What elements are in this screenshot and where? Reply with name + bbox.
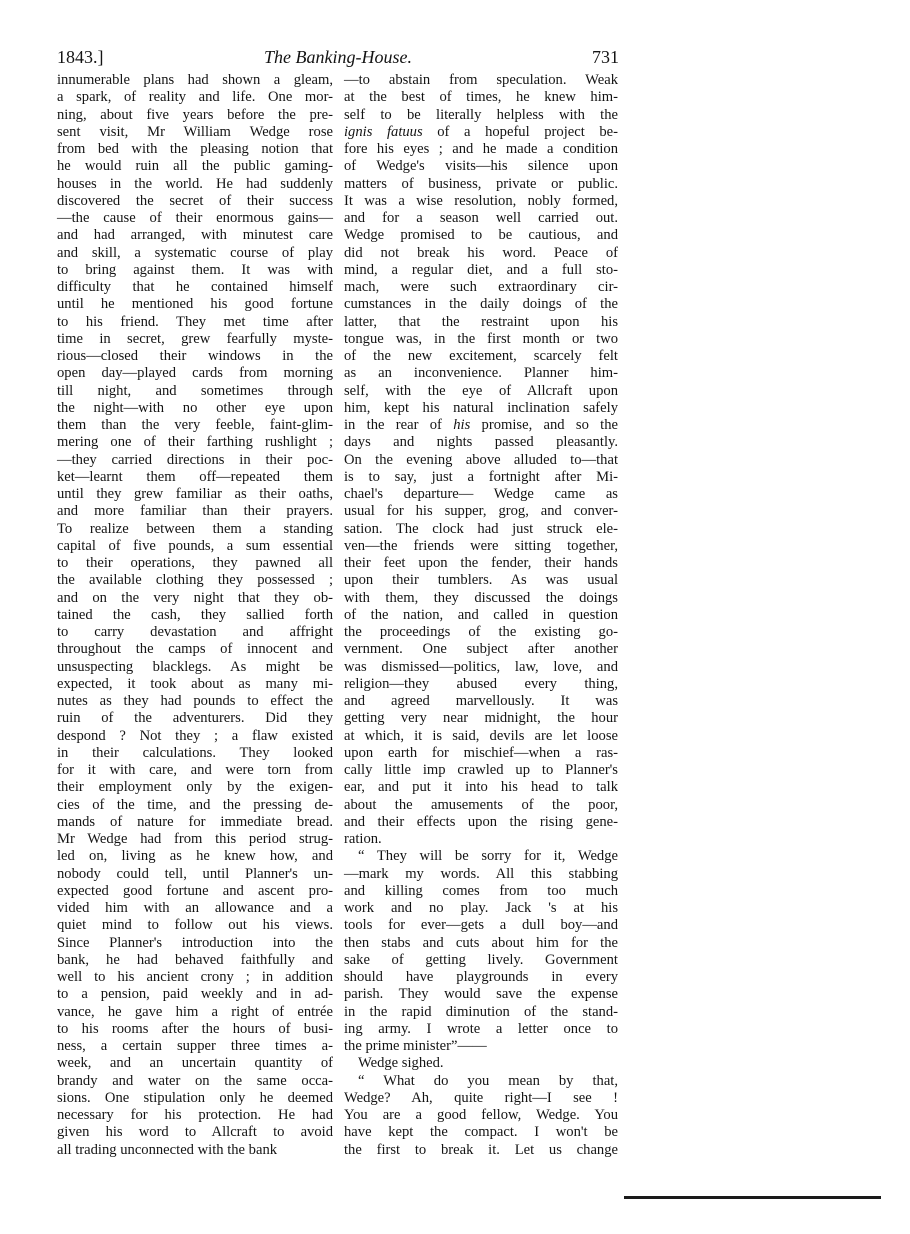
text-line: and skill, a systematic course of play — [57, 244, 333, 261]
text-line: and had arranged, with minutest care — [57, 227, 333, 244]
text-line: was dismissed—politics, law, love, and — [344, 658, 618, 675]
running-head — [57, 47, 619, 71]
text-line: work and no play. Jack 's at his — [344, 900, 618, 916]
right-column — [344, 72, 618, 1159]
text-line: Since Planner's introduction into the — [57, 934, 333, 951]
text-line: vided him with an allowance and a — [57, 900, 333, 916]
text-line: with them, they discussed the doings — [344, 589, 618, 606]
text-line: matters of business, private or public. — [344, 175, 618, 192]
text-line: sions. One stipulation only he deemed — [57, 1089, 333, 1106]
text-line: To realize between them a standing — [57, 520, 333, 537]
text-line: of the nation, and called in question — [344, 606, 618, 623]
text-line: Wedge promised to be cautious, and — [344, 227, 618, 244]
text-line: capital of five pounds, a sum essential — [57, 537, 333, 554]
text-line: brandy and water on the same occa- — [57, 1072, 333, 1089]
text-line: —the cause of their enormous gains— — [57, 210, 333, 226]
text-line: to bring against them. It was with — [57, 261, 333, 278]
text-line: days and nights passed pleasantly. — [344, 434, 618, 451]
text-line: ear, and put it into his head to talk — [344, 779, 618, 796]
text-line: the prime minister”—— — [344, 1038, 487, 1054]
text-line: despond ? Not they ; a flaw existed — [57, 727, 333, 744]
text-line: of the new excitement, scarcely felt — [344, 348, 618, 364]
text-line: houses in the world. He had suddenly — [57, 175, 333, 192]
text-line: parish. They would save the expense — [344, 986, 618, 1003]
text-line: ning, about five years before the pre- — [57, 106, 333, 123]
text-line: ruin of the adventurers. Did they — [57, 710, 333, 727]
text-line: vance, he gave him a right of entrée — [57, 1003, 333, 1020]
header-year: 1843.] — [57, 47, 104, 67]
text-line: difficulty that he contained himself — [57, 279, 333, 295]
text-line: their feet upon the fender, their hands — [344, 555, 618, 571]
text-line: ness, a certain supper three times a- — [57, 1038, 333, 1054]
text-line: from bed with the pleasing notion that — [57, 141, 333, 157]
text-line: self to be literally helpless with the — [344, 106, 618, 123]
text-line: the night—with no other eye upon — [57, 399, 333, 416]
text-line: open day—played cards from morning — [57, 365, 333, 382]
text-line: innumerable plans had shown a gleam, — [57, 72, 333, 88]
text-line: sent visit, Mr William Wedge rose — [57, 123, 333, 140]
text-line: in their calculations. They looked — [57, 744, 333, 761]
text-line: unsuspecting blacklegs. As might be — [57, 658, 333, 675]
text-line: cumstances in the daily doings of the — [344, 296, 618, 313]
text-line: On the evening above alluded to—that — [344, 451, 618, 468]
text-line: to a pension, paid weekly and in ad- — [57, 986, 333, 1003]
text-line: cally little imp crawled up to Planner's — [344, 762, 618, 778]
text-line: and killing comes from too much — [344, 882, 618, 899]
text-line: —to abstain from speculation. Weak — [344, 72, 618, 88]
text-line: should have playgrounds in every — [344, 969, 618, 985]
text-line: Wedge? Ah, quite right—I see ! — [344, 1089, 618, 1106]
text-line: getting very near midnight, the hour — [344, 710, 618, 727]
text-line: ignis fatuus of a hopeful project be- — [344, 123, 618, 140]
text-line: all trading unconnected with the bank — [57, 1141, 278, 1158]
text-line: at the best of times, he knew him- — [344, 89, 618, 106]
text-line: nobody could tell, until Planner's un- — [57, 865, 333, 882]
text-line: time in secret, grew fearfully myste- — [57, 330, 333, 347]
text-line: —mark my words. All this stabbing — [344, 865, 618, 882]
left-column — [57, 72, 333, 1159]
text-line: necessary for his protection. He had — [57, 1107, 333, 1123]
text-line: them than the very feeble, faint-glim- — [57, 417, 333, 433]
text-line: mands of nature for immediate bread. — [57, 813, 333, 830]
text-line: given his word to Allcraft to avoid — [57, 1124, 333, 1141]
text-line: for it with care, and were torn from — [57, 762, 333, 778]
text-line: sation. The clock had just struck ele- — [344, 520, 618, 537]
text-line: throughout the camps of innocent and — [57, 641, 333, 658]
text-line: to his friend. They met time after — [57, 313, 333, 330]
text-line: upon earth for mischief—when a ras- — [344, 744, 618, 761]
text-line: sake of getting lively. Government — [344, 951, 618, 968]
text-line: expected good fortune and ascent pro- — [57, 882, 333, 899]
text-line: chael's departure— Wedge came as — [344, 486, 618, 502]
text-line: bank, he had behaved faithfully and — [57, 951, 333, 968]
text-line: —they carried directions in their poc- — [57, 451, 333, 468]
text-line: then stabs and cuts about him for the — [344, 934, 618, 951]
text-line: a spark, of reality and life. One mor- — [57, 89, 333, 106]
text-line: have kept the compact. I won't be — [344, 1124, 618, 1141]
text-line: led on, living as he knew how, and — [57, 848, 333, 865]
text-line: religion—they abused every thing, — [344, 675, 618, 692]
text-line: You are a good fellow, Wedge. You — [344, 1107, 618, 1123]
text-line: until he mentioned his good fortune — [57, 296, 333, 313]
text-line: of Wedge's visits—his silence upon — [344, 158, 618, 175]
text-line: week, and an uncertain quantity of — [57, 1055, 333, 1072]
text-line: and on the very night that they ob- — [57, 589, 333, 606]
text-line: till night, and sometimes through — [57, 382, 333, 399]
header-title: The Banking-House. — [264, 47, 412, 67]
text-line: tongue was, in the first month or two — [344, 330, 618, 347]
text-line: did not break his word. Peace of — [344, 244, 618, 261]
text-line: It was a wise resolution, nobly formed, — [344, 192, 618, 209]
text-line: self, with the eye of Allcraft upon — [344, 382, 618, 399]
text-line: their employment only by the exigen- — [57, 779, 333, 796]
text-line: and their effects upon the rising gene- — [344, 813, 618, 830]
text-line: “ They will be sorry for it, Wedge — [358, 848, 618, 865]
text-line: as an inconvenience. Planner him- — [344, 365, 618, 382]
text-line: ing army. I wrote a letter once to — [344, 1020, 618, 1037]
text-line: the first to break it. Let us change — [344, 1141, 618, 1158]
text-line: cies of the time, and the pressing de- — [57, 796, 333, 813]
text-line: is to say, just a fortnight after Mi- — [344, 468, 618, 485]
text-line: “ What do you mean by that, — [358, 1072, 618, 1089]
text-line: about the amusements of the poor, — [344, 796, 618, 813]
text-line: mach, were such extraordinary cir- — [344, 279, 618, 295]
text-line: he would ruin all the public gaming- — [57, 158, 333, 175]
text-line: him, kept his natural inclination safely — [344, 399, 618, 416]
text-line: mering one of their farthing rushlight ; — [57, 434, 333, 451]
text-line: quiet mind to follow out his views. — [57, 917, 333, 934]
text-line: vernment. One subject after another — [344, 641, 618, 658]
text-line: in the rear of his promise, and so the — [344, 417, 618, 433]
bottom-rule — [624, 1196, 881, 1199]
text-line: rious—closed their windows in the — [57, 348, 333, 364]
text-line: the proceedings of the existing go- — [344, 624, 618, 640]
text-line: Mr Wedge had from this period strug- — [57, 831, 333, 847]
text-line: to his rooms after the hours of busi- — [57, 1020, 333, 1037]
text-line: expected, it took about as many mi- — [57, 675, 333, 692]
text-line: tained the cash, they sallied forth — [57, 606, 333, 623]
text-line: mind, a regular diet, and a full sto- — [344, 261, 618, 278]
text-line: tools for ever—gets a dull boy—and — [344, 917, 618, 934]
text-line: and for a season well carried out. — [344, 210, 618, 226]
text-line: Wedge sighed. — [358, 1055, 444, 1072]
text-line: latter, that the restraint upon his — [344, 313, 618, 330]
text-line: discovered the secret of their success — [57, 192, 333, 209]
text-line: ration. — [344, 831, 382, 847]
text-line: upon their tumblers. As was usual — [344, 572, 618, 589]
page-number: 731 — [592, 47, 619, 67]
text-line: at which, it is said, devils are let loose — [344, 727, 618, 744]
text-line: ven—the friends were sitting together, — [344, 537, 618, 554]
text-line: nutes as they had pounds to effect the — [57, 693, 333, 709]
text-line: and agreed marvellously. It was — [344, 693, 618, 709]
text-line: in the rapid diminution of the stand- — [344, 1003, 618, 1020]
text-line: until they grew familiar as their oaths, — [57, 486, 333, 502]
text-line: usual for his supper, grog, and conver- — [344, 503, 618, 520]
text-line: and more familiar than their prayers. — [57, 503, 333, 520]
text-line: fore his eyes ; and he made a condition — [344, 141, 618, 157]
text-line: well to his ancient crony ; in addition — [57, 969, 333, 985]
text-line: to carry devastation and affright — [57, 624, 333, 640]
text-line: the available clothing they possessed ; — [57, 572, 333, 589]
text-line: ket—learnt them off—repeated them — [57, 468, 333, 485]
text-line: to their operations, they pawned all — [57, 555, 333, 571]
